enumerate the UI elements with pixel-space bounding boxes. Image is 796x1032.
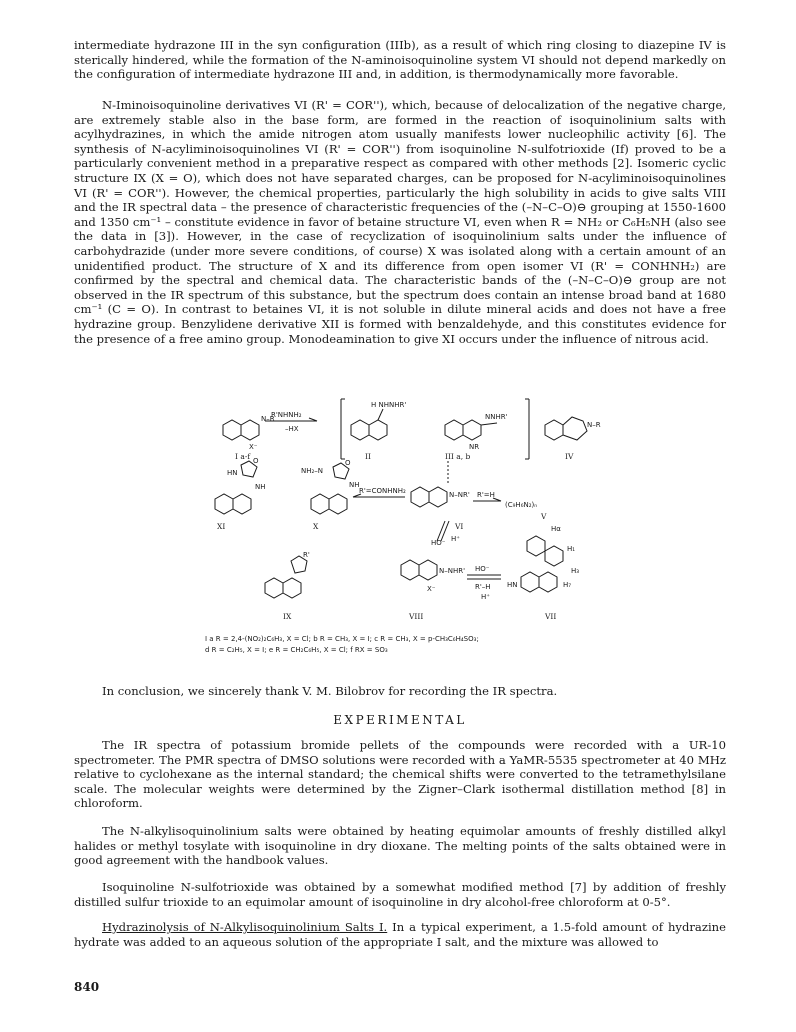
subsection-text: In a typical experiment, a 1.5-fold amount of hydrazine hydrate was added to an aqueous solution of the appropriate I salt, and the mixture was allowed to: [74, 920, 726, 949]
reagent-1: R'NHNH₂: [271, 411, 302, 419]
reagent-8: HO⁻: [475, 565, 490, 573]
paragraph-experimental-2: The N-alkylisoquinolinium salts were obtained by heating equimolar amounts of freshly distilled alkyl halides or methyl tosylate with isoquinoline in dry dioxane. The melting points of the salts obtained were in good agreement with the handbook values.: [74, 824, 726, 868]
svg-text:N–NHR': N–NHR': [439, 567, 466, 575]
svg-text:NR: NR: [469, 443, 480, 451]
label-X: X: [313, 522, 319, 531]
label-IV: IV: [565, 452, 574, 461]
paragraph-experimental-1: The IR spectra of potassium bromide pellets of the compounds were recorded with a UR-10 spectrometer. The PMR spectra of DMSO solutions were recorded with a YaMR-5535 spectrometer at 40 MHz relative to cyclohexane as the internal standard; the chemical shifts were converted to the tetramethylsilane scale. The molecular weights were determined by the Zigner–Clark isothermal distillation method [8] in chloroform.: [74, 738, 726, 811]
label-VIII: VIII: [409, 612, 424, 621]
svg-text:H NHNHR': H NHNHR': [371, 401, 407, 409]
svg-text:X⁻: X⁻: [427, 585, 436, 593]
label-IX: IX: [283, 612, 292, 621]
label-VI: VI: [455, 522, 464, 531]
svg-text:NH: NH: [349, 481, 360, 489]
reagent-4: R'=H: [477, 491, 495, 499]
svg-text:R': R': [303, 551, 310, 559]
scheme-caption: [205, 634, 625, 656]
paragraph-1: intermediate hydrazone III in the syn configuration (IIIb), as a result of which ring closing to diazepine IV is sterically hindered, while the formation of the N-aminoisoquinoline system VI should not depend markedly on the configuration of intermediate hydrazone III and, in addition, is thermodynamically more favorable.: [74, 38, 726, 82]
svg-text:HN: HN: [507, 581, 518, 589]
svg-text:X⁻: X⁻: [249, 443, 258, 451]
svg-text:NH₂–N: NH₂–N: [301, 467, 324, 475]
reagent-6: R'–H: [475, 583, 491, 591]
paragraph-experimental-4: [74, 920, 726, 949]
svg-text:O: O: [253, 457, 259, 465]
subsection-title: Hydrazinolysis of N-Alkylisoquinolinium Salts I.: [102, 920, 388, 934]
label-II: II: [365, 452, 371, 461]
ring-Ia-2: [241, 420, 259, 440]
acknowledgement: In conclusion, we sincerely thank V. M. Bilobrov for recording the IR spectra.: [102, 684, 558, 698]
svg-text:H₁: H₁: [567, 545, 576, 553]
svg-text:N–R: N–R: [587, 421, 601, 429]
svg-text:NH: NH: [255, 483, 266, 491]
label-XI: XI: [217, 522, 226, 531]
ring-Ia-1: [223, 420, 241, 440]
label-Ia: I a-f: [235, 452, 251, 461]
svg-text:N–R: N–R: [261, 415, 275, 423]
svg-text:Hα: Hα: [551, 525, 561, 533]
reagent-3: R'=CONHNH₂: [359, 487, 406, 495]
svg-text:HN: HN: [227, 469, 238, 477]
v-formula: (C₉H₆N₂)ₙ: [505, 501, 538, 509]
caption-line-1: I a R = 2,4-(NO₂)₂C₆H₃, X = Cl; b R = CH₃, X = I; c R = CH₃, X = p-CH₃C₆H₄SO₃;: [205, 635, 479, 643]
label-VII: VII: [545, 612, 557, 621]
scheme-drawing: [205, 397, 625, 639]
reaction-scheme: [205, 397, 625, 639]
paragraph-2: N-Iminoisoquinoline derivatives VI (R' = COR''), which, because of delocalization of the negative charge, are extremely stable also in the base form, are formed in the reaction of isoquinolinium salts with acylhydrazines, in which the amide nitrogen atom usually manifests lower nucleophilic activity [6]. The synthesis of N-acyliminoisoquinolines VI (R' = COR'') from isoquinoline N-sulfotrioxide (If) proved to be a particularly convenient method in a preparative respect as compared with other methods [2]. Isomeric cyclic structure IX (X = O), which does not have separated charges, can be proposed for N-acyliminoisoquinolines VI (R' = COR''). However, the chemical properties, particularly the high solubility in acids to give salts VIII and the IR spectral data – the presence of characteristic frequencies of the (–N–C–O)⊖ grouping at 1550-1600 and 1350 cm⁻¹ – constitute evidence in favor of betaine structure VI, even when R = NH₂ or C₆H₅NH (also see the data in [3]). However, in the case of recyclization of isoquinolinium salts under the influence of carbohydrazide (under more severe conditions, of course) X was isolated along with a certain amount of an unidentified product. The structure of X and its difference from open isomer VI (R' = CONHNH₂) are confirmed by the spectral and chemical data. The characteristic bands of the (–N–C–O)⊖ group are not observed in the IR spectrum of this substance, but the spectrum does contain an intense broad band at 1680 cm⁻¹ (C = O). In contrast to betaines VI, it is not soluble in dilute mineral acids and does not have a free hydrazine group. Benzylidene derivative XII is formed with benzaldehyde, and this constitutes evidence for the presence of a free amino group. Monodeamination to give XI occurs under the influence of nitrous acid.: [74, 98, 726, 346]
svg-text:O: O: [345, 459, 351, 467]
paragraph-experimental-3: Isoquinoline N-sulfotrioxide was obtained by a somewhat modified method [7] by addition of freshly distilled sulfur trioxide to an equimolar amount of isoquinoline in dry alcohol-free chloroform at 0-5°.: [74, 880, 726, 909]
svg-text:H₇: H₇: [563, 581, 572, 589]
svg-text:N–NR': N–NR': [449, 491, 470, 499]
section-heading: EXPERIMENTAL: [333, 713, 467, 727]
svg-text:NNHR': NNHR': [485, 413, 508, 421]
reagent-9: H⁺: [481, 593, 490, 601]
reagent-7: H⁺: [451, 535, 460, 543]
caption-line-2: d R = C₂H₅, X = I; e R = CH₂C₆H₅, X = Cl; f RX = SO₃: [205, 646, 388, 654]
page-number: 840: [74, 980, 100, 994]
reagent-5: HO⁻: [431, 539, 446, 547]
label-V: V: [541, 512, 547, 521]
label-III: III a, b: [445, 452, 471, 461]
svg-text:H₃: H₃: [571, 567, 580, 575]
reagent-2: –HX: [285, 425, 299, 433]
